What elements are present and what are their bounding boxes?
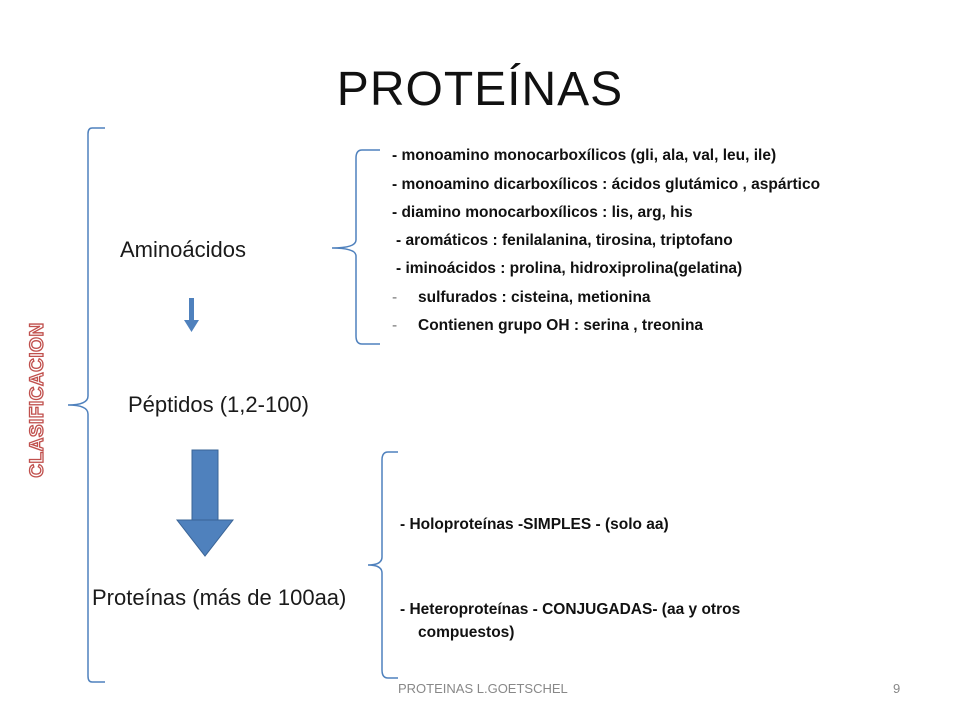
side-label-container xyxy=(18,300,58,500)
list-item: - monoamino dicarboxílicos : ácidos glutámico , aspártico xyxy=(392,176,821,193)
proteinas-brace xyxy=(368,452,398,678)
heteroproteinas-item-cont: compuestos) xyxy=(418,624,515,641)
side-label: CLASIFICACION xyxy=(27,322,48,478)
holoproteinas-item: - Holoproteínas -SIMPLES - (solo aa) xyxy=(400,516,669,533)
list-item: - diamino monocarboxílicos : lis, arg, his xyxy=(392,204,693,221)
big-down-arrow-icon xyxy=(177,450,233,556)
small-down-arrow-icon xyxy=(184,298,199,332)
list-item: Contienen grupo OH : serina , treonina xyxy=(418,317,704,334)
footer-text: PROTEINAS L.GOETSCHEL xyxy=(398,681,568,696)
list-item: sulfurados : cisteina, metionina xyxy=(418,289,651,306)
dash-bullet: - xyxy=(392,289,398,306)
proteinas-label: Proteínas (más de 100aa) xyxy=(92,585,347,610)
dash-bullet: - xyxy=(392,317,398,334)
list-item: - iminoácidos : prolina, hidroxiprolina(gelatina) xyxy=(396,260,743,277)
list-item: - aromáticos : fenilalanina, tirosina, triptofano xyxy=(396,232,733,249)
aminoacidos-label: Aminoácidos xyxy=(120,237,246,262)
peptidos-label: Péptidos (1,2-100) xyxy=(128,392,309,417)
heteroproteinas-item: - Heteroproteínas - CONJUGADAS- (aa y otros xyxy=(400,601,741,618)
page-number: 9 xyxy=(893,681,901,696)
aminoacidos-brace xyxy=(332,150,380,344)
list-item: - monoamino monocarboxílicos (gli, ala, val, leu, ile) xyxy=(392,147,777,164)
slide-title: PROTEÍNAS xyxy=(336,63,624,116)
